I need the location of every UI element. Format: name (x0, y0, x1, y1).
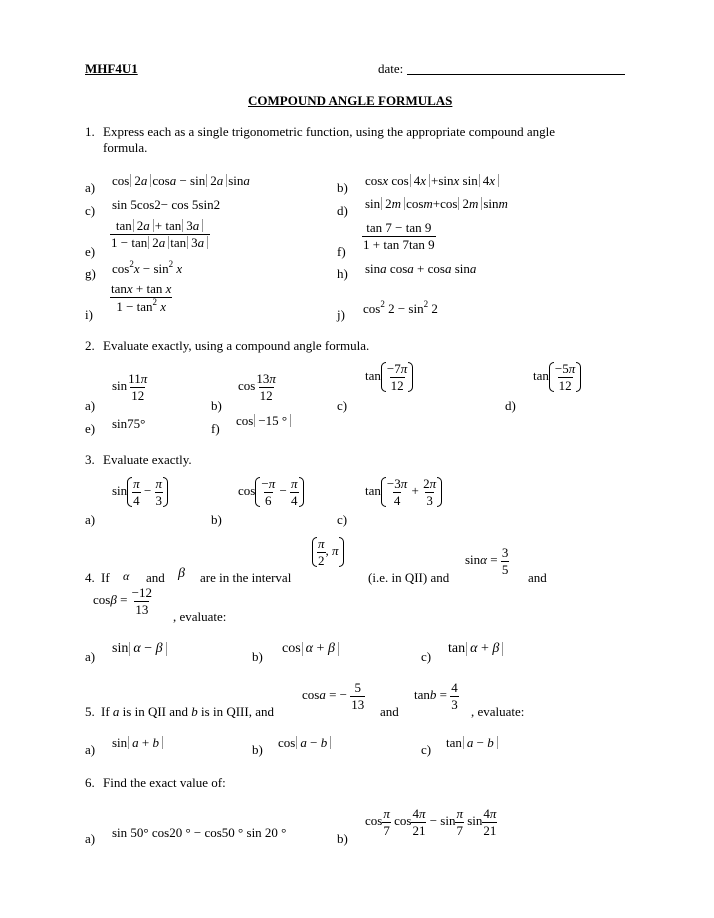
q1-text-line2: formula. (103, 140, 148, 155)
q5-cos-a: cosa = − $\frac{5}{13}$ (302, 680, 365, 712)
q2-expr-b: cos $\frac{13\pi}{12}$ (238, 371, 276, 403)
q4-label-a: a) (85, 649, 96, 664)
q2-label-d: d) (505, 398, 516, 413)
q4-and1: and (146, 570, 165, 585)
q2-label-e: e) (85, 421, 96, 436)
q4-sin-alpha: sinα = $\frac{3}{5}$ (465, 545, 509, 577)
q2-text: Evaluate exactly, using a compound angle formula. (103, 338, 370, 353)
q1-label-c: c) (85, 203, 96, 218)
q3-text: Evaluate exactly. (103, 452, 192, 467)
q6-expr-b: cos $\frac{\pi}{7}$ cos $\frac{4\pi}{21}$ − sin $\frac{\pi}{7}$ sin $\frac{4\pi}{21}$ (365, 806, 497, 838)
q3-expr-a: sin $\frac{\pi}{4}$ − $\frac{\pi}{3}$ (112, 477, 168, 507)
q4-expr-a: sin α − β (112, 642, 168, 656)
q5-var-a: a (112, 704, 120, 719)
q4-expr-c: tan α + β (448, 642, 504, 656)
q5-is-qiii: is in QIII, and (201, 704, 274, 719)
q5-label-a: a) (85, 742, 96, 757)
q6-expr-a: sin 50° cos20 ° − cos50 ° sin 20 ° (112, 825, 287, 840)
q1-text-line1: Express each as a single trigonometric function, using the appropriate compound angle (103, 124, 555, 139)
q2-label-a: a) (85, 398, 96, 413)
q5-expr-b: cos a − b (278, 736, 332, 749)
q2-number: 2. (85, 338, 95, 353)
q3-expr-b: cos $\frac{-\pi}{6}$ − $\frac{\pi}{4}$ (238, 477, 304, 507)
q1-label-j: j) (337, 307, 345, 322)
q4-and2: and (528, 570, 547, 585)
q6-label-a: a) (85, 831, 96, 846)
q2-expr-e: sin75° (112, 416, 146, 431)
q2-expr-a: sin $\frac{11\pi}{12}$ (112, 371, 148, 403)
q6-number: 6. (85, 775, 95, 790)
q1-expr-j: $\cos^2 2 - \sin^2 2$ (363, 299, 438, 316)
q2-expr-f: cos −15 ° (236, 414, 292, 427)
q1-number: 1. (85, 124, 95, 139)
q4-label-c: c) (421, 649, 432, 664)
q3-label-b: b) (211, 512, 222, 527)
q4-qii-text: (i.e. in QII) and (368, 570, 450, 585)
q5-and: and (380, 704, 399, 719)
q4-evaluate: , evaluate: (173, 609, 227, 624)
q5-var-b: b (191, 704, 198, 719)
q3-number: 3. (85, 452, 95, 467)
q5-expr-a: sin a + b (112, 736, 164, 749)
q4-cos-beta: cosβ = $\frac{-12}{13}$ (93, 585, 153, 617)
q1-label-h: h) (337, 266, 348, 281)
q1-label-b: b) (337, 180, 348, 195)
date-blank (407, 62, 625, 75)
course-code: MHF4U1 (85, 61, 138, 76)
q2-label-b: b) (211, 398, 222, 413)
q4-expr-b: cos α + β (282, 642, 340, 656)
q4-label-b: b) (252, 649, 263, 664)
q5-text (101, 705, 274, 718)
q5-tan-b: tanb = $\frac{4}{3}$ (414, 680, 458, 712)
q2-label-f: f) (211, 421, 220, 436)
q4-interval-expr: $\frac{\pi}{2}$ , π (312, 537, 344, 567)
q4-interval-text: are in the interval (200, 570, 292, 585)
q4-beta: β (178, 566, 185, 581)
q6-text: Find the exact value of: (103, 775, 226, 790)
q1-expr-h: sina cosa + cosa sina (365, 261, 477, 276)
q1-expr-g: $\cos^2x - \sin^2 x$ (112, 259, 183, 276)
q5-evaluate: , evaluate: (471, 704, 525, 719)
q1-expr-e: $\frac{\tan 2a + \tan 3a}{\text{1 − tan 2a tan 3a}}$ (110, 219, 210, 249)
q2-label-c: c) (337, 398, 348, 413)
q5-expr-c: tan a − b (446, 736, 499, 749)
q5-number: 5. (85, 704, 95, 719)
q2-expr-d: tan $\frac{-5\pi}{12}$ (533, 362, 581, 392)
q5-label-c: c) (421, 742, 432, 757)
q1-label-g: g) (85, 266, 96, 281)
q5-label-b: b) (252, 742, 263, 757)
q1-label-i: i) (85, 307, 93, 322)
date-label-text: date: (378, 61, 404, 76)
q1-expr-d: sin 2m cosm+cos 2m sinm (365, 196, 508, 211)
q1-expr-a: cos 2a cosa − sin 2a sina (112, 173, 250, 188)
q3-label-a: a) (85, 512, 96, 527)
q1-label-d: d) (337, 203, 348, 218)
page-title: COMPOUND ANGLE FORMULAS (248, 93, 453, 108)
q3-expr-c: tan $\frac{-3\pi}{4}$ + $\frac{2\pi}{3}$ (365, 477, 442, 507)
q1-label-a: a) (85, 180, 96, 195)
q4-if: If (101, 570, 110, 585)
q6-label-b: b) (337, 831, 348, 846)
q5-if: If (101, 704, 110, 719)
q3-label-c: c) (337, 512, 348, 527)
date-label (378, 62, 625, 75)
q1-expr-b: cosx cos 4x +sinx sin 4x (365, 174, 500, 187)
q4-alpha: α (123, 569, 130, 583)
q1-label-f: f) (337, 244, 346, 259)
q5-is-qii: is in QII and (122, 704, 189, 719)
q2-expr-c: tan $\frac{-7\pi}{12}$ (365, 362, 413, 392)
q1-expr-f: $\frac{\tan 7 - \tan 9}{1 + \tan 7\tan 9}$ (363, 220, 435, 252)
q1-label-e: e) (85, 244, 96, 259)
q4-number: 4. (85, 570, 95, 585)
q1-expr-i: $\frac{\text{tanx + tan x}}{1 - \tan^2 x}$ (111, 281, 172, 314)
q1-expr-c: sin 5cos2− cos 5sin2 (112, 197, 221, 212)
